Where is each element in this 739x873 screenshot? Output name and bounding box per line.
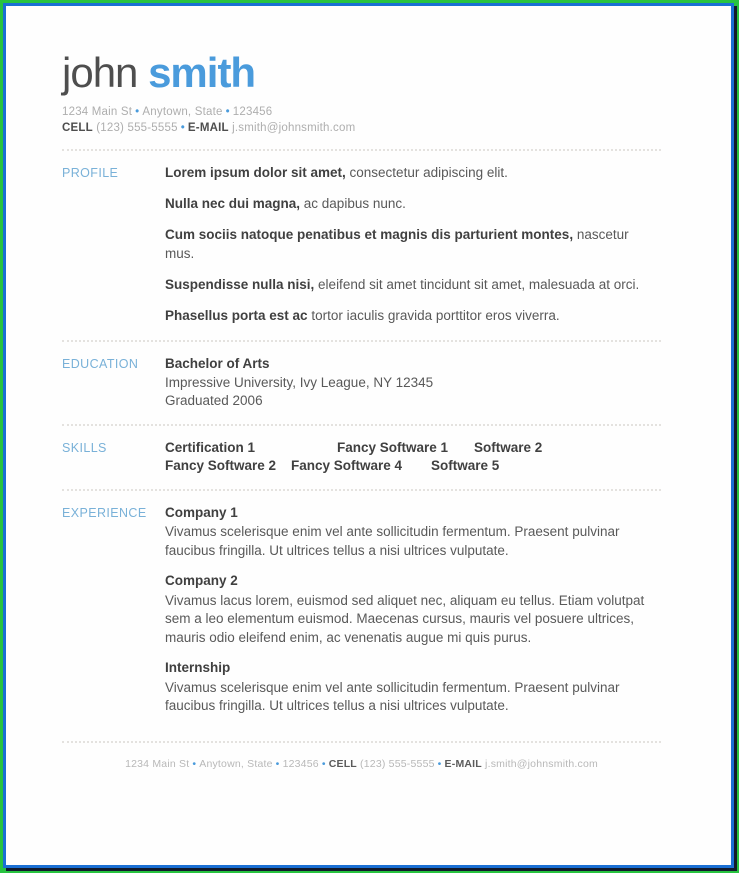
- education-content: [165, 355, 661, 411]
- profile-item-lead: Suspendisse nulla nisi,: [165, 276, 315, 292]
- profile-item: [165, 164, 661, 183]
- profile-item-lead: Lorem ipsum dolor sit amet,: [165, 165, 346, 181]
- bullet-separator: •: [225, 106, 230, 119]
- footer-email-label: E-MAIL: [444, 757, 482, 770]
- bullet-separator: •: [275, 757, 280, 770]
- person-name: [62, 50, 661, 96]
- profile-item-rest: tortor iaculis gravida porttitor eros viverra.: [307, 307, 560, 323]
- skill-item: Software 5: [431, 458, 500, 474]
- profile-item-lead: Phasellus porta est ac: [165, 307, 308, 323]
- bullet-separator: •: [135, 106, 140, 119]
- cell-number: (123) 555-5555: [96, 122, 178, 135]
- profile-item-lead: Nulla nec dui magna,: [165, 196, 301, 212]
- profile-item-rest: consectetur adipiscing elit.: [345, 165, 508, 181]
- skill-item: Certification 1: [165, 439, 256, 455]
- resume-page: [3, 3, 734, 868]
- footer-address: 1234 Main St: [125, 757, 190, 770]
- profile-item: [165, 195, 661, 214]
- footer-cell-label: CELL: [328, 757, 357, 770]
- address: 1234 Main St: [62, 106, 133, 119]
- email-label: E-MAIL: [187, 122, 229, 135]
- section-divider: [62, 149, 661, 151]
- bullet-separator: •: [180, 122, 185, 135]
- experience-entry-description: Vivamus scelerisque enim vel ante sollicitudin fermentum. Praesent pulvinar faucibus fringilla. Ut ultrices tellus a nisi ultrices vulputate.: [165, 679, 620, 714]
- experience-entry-description: Vivamus scelerisque enim vel ante sollicitudin fermentum. Praesent pulvinar faucibus fringilla. Ut ultrices tellus a nisi ultrices vulputate.: [165, 524, 620, 558]
- section-divider: [62, 340, 661, 342]
- last-name: smith: [148, 49, 256, 96]
- first-name: john: [62, 49, 138, 96]
- skill-item: Fancy Software 4: [291, 458, 403, 474]
- profile-item: [165, 226, 661, 263]
- skill-item: Fancy Software 1: [337, 439, 449, 455]
- profile-item-rest: nascetur mus.: [165, 227, 629, 261]
- resume-header: [62, 50, 661, 136]
- profile-item: [165, 276, 661, 295]
- experience-entry-title: Company 1: [165, 504, 238, 520]
- experience-label: EXPERIENCE: [62, 505, 147, 520]
- experience-entry-title: Internship: [165, 660, 231, 676]
- section-divider: [62, 741, 661, 743]
- bullet-separator: •: [437, 757, 442, 770]
- city: Anytown, State: [142, 106, 223, 119]
- footer-zip: 123456: [282, 757, 319, 770]
- education-graduation: Graduated 2006: [165, 393, 263, 409]
- experience-content: [165, 504, 661, 728]
- education-school: Impressive University, Ivy League, NY 12345: [165, 374, 434, 390]
- cell-label: CELL: [62, 122, 93, 135]
- skills-content: [165, 439, 661, 476]
- section-skills: [62, 439, 661, 476]
- experience-entry-title: Company 2: [165, 573, 238, 589]
- section-divider: [62, 424, 661, 426]
- contact-address-line: [62, 104, 661, 120]
- profile-item-rest: eleifend sit amet tincidunt sit amet, malesuada at orci.: [314, 276, 640, 292]
- section-experience: [62, 504, 661, 728]
- education-degree: Bachelor of Arts: [165, 356, 270, 372]
- footer-email: j.smith@johnsmith.com: [485, 757, 598, 770]
- bullet-separator: •: [192, 757, 197, 770]
- skills-label: SKILLS: [62, 440, 107, 455]
- experience-entry: [165, 504, 661, 561]
- resume-footer: [62, 756, 661, 770]
- footer-city: Anytown, State: [199, 757, 273, 770]
- zip: 123456: [232, 106, 273, 119]
- experience-entry: [165, 659, 661, 716]
- contact-phone-line: [62, 120, 661, 136]
- experience-entry-description: Vivamus lacus lorem, euismod sed aliquet nec, aliquam eu tellus. Etiam volutpat sem a leo elementum euismod. Maecenas cursus, mauris vel posuere ultrices, mauris odio eleifend enim, ac venenatis augue mi quis purus.: [165, 592, 645, 645]
- skill-item: Fancy Software 2: [165, 458, 277, 474]
- profile-label: PROFILE: [62, 166, 119, 181]
- profile-item: [165, 307, 661, 326]
- skill-item: Software 2: [474, 439, 543, 455]
- footer-cell-number: (123) 555-5555: [360, 757, 435, 770]
- skills-row: [165, 457, 661, 476]
- bullet-separator: •: [321, 757, 326, 770]
- section-divider: [62, 489, 661, 491]
- education-label: EDUCATION: [62, 357, 139, 372]
- experience-entry: [165, 572, 661, 647]
- section-profile: [62, 164, 661, 327]
- profile-item-lead: Cum sociis natoque penatibus et magnis dis parturient montes,: [165, 227, 574, 243]
- skills-row: [165, 439, 661, 458]
- profile-content: [165, 164, 661, 327]
- profile-item-rest: ac dapibus nunc.: [300, 196, 406, 212]
- email-address: j.smith@johnsmith.com: [232, 122, 356, 135]
- section-education: [62, 355, 661, 411]
